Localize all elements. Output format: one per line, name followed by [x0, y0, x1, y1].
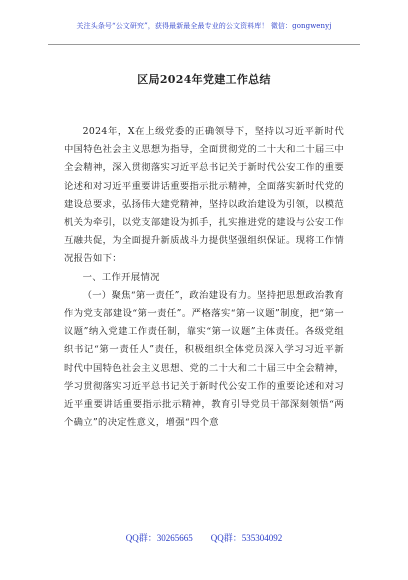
document-title: 区局2024年党建工作总结 [137, 73, 271, 86]
footer-qq-left: QQ群：30265665 [125, 533, 193, 543]
header-notice: 关注头条号“公文研究”，获得最新最全最专业的公文资料库！ 微信：gongwenyj [76, 22, 332, 30]
section-heading: 一、工作开展情况 [82, 271, 160, 283]
intro-paragraph: 2024年，X在上级党委的正确领导下，坚持以习近平新时代中国特色社会主义思想为指导，全面贯彻党的二十大和二十届三中全会精神，深入贯彻落实习近平总书记关于新时代公安工作的重要论述和对习近平重要讲话重要指示批示精神，全面落实新时代党的建设总要求，弘扬伟大建党精神，坚持以政治建设为引领，以模范机关为牵引，以党支部建设为抓手，扎实推进党的建设与公安工作互融共促，为全面提升新质战斗力提供坚强组织保证。现将工作情况报告如下： [64, 126, 344, 265]
document-body [64, 123, 344, 432]
header-divider [48, 44, 360, 45]
subsection-paragraph: （一）聚焦“第一责任”，政治建设有力。坚持把思想政治教育作为党支部建设“第一责任”。严格落实“第一议题”制度，把“第一议题”纳入党建工作责任制，靠实“第一议题”主体责任。各级党组织书记“第一责任人”责任，积极组织全体党员深入学习习近平新时代中国特色社会主义思想、党的二十大和二十届三中全会精神，学习贯彻落实习近平总书记关于新时代公安工作的重要论述和对习近平重要讲话重要指示批示精神，教育引导党员干部深刻领悟“两个确立”的决定性意义，增强“四个意 [64, 289, 344, 429]
footer-qq-groups [0, 532, 408, 544]
footer-qq-right: QQ群：535304092 [210, 533, 283, 543]
